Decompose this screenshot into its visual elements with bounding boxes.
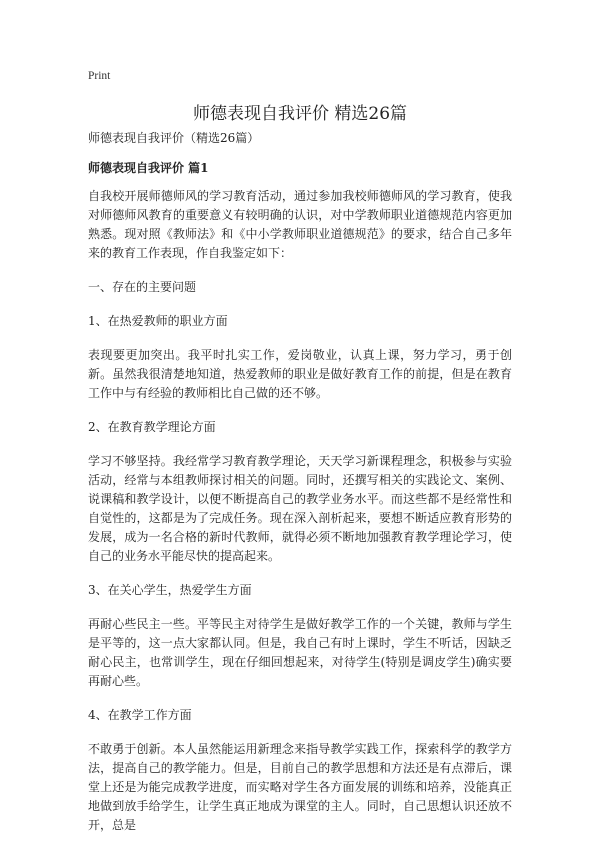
subheading-4: 4、在教学工作方面 — [88, 708, 192, 722]
subheading-1: 1、在热爱教师的职业方面 — [88, 314, 228, 328]
paragraph-3: 再耐心些民主一些。平等民主对待学生是做好教学工作的一个关键，教师与学生是平等的，这一点大家都认同。但是，我自己有时上课时，学生不听话，因缺乏耐心民主，也常训学生，现在仔细回想起来，对待学生(特别是调皮学生)确实要再耐心些。 — [88, 617, 512, 688]
document-subtitle: 师德表现自我评价（精选26篇） — [88, 131, 260, 145]
paragraph-2: 学习不够坚持。我经常学习教育教学理论，天天学习新课程理念，积极参与实验活动，经常与本组教师探讨相关的问题。同时，还撰写相关的实践论文、案例、说课稿和教学设计，以便不断提高自己的教学业务水平。而这些都不是经常性和自觉性的，这都是为了完成任务。现在深入剖析起来，要想不断适应教育形势的发展，成为一名合格的新时代教师，就得必须不断地加强教育教学理论学习，使自己的业务水平能尽快的提高起来。 — [88, 454, 512, 563]
paragraph-1: 表现要更加突出。我平时扎实工作，爱岗敬业，认真上课，努力学习，勇于创新。虽然我很清楚地知道，热爱教师的职业是做好教育工作的前提，但是在教育工作中与有经验的教师相比自己做的还不够。 — [88, 348, 512, 400]
subheading-3: 3、在关心学生，热爱学生方面 — [88, 583, 252, 597]
article-body — [88, 129, 512, 850]
part-heading: 一、存在的主要问题 — [88, 280, 197, 294]
print-link[interactable]: Print — [88, 70, 111, 82]
section-heading: 师德表现自我评价 篇1 — [88, 161, 209, 175]
subheading-2: 2、在教育教学理论方面 — [88, 420, 216, 434]
paragraph-4: 不敢勇于创新。本人虽然能运用新理念来指导教学实践工作，探索科学的教学方法，提高自己的教学能力。但是，目前自己的教学思想和方法还是有点滞后，课堂上还是为能完成教学进度，而实略对学生各方面发展的训练和培养，没能真正地做到放手给学生，让学生真正地成为课堂的主人。同时，自己思想认识还放不开，总是 — [88, 742, 512, 832]
page-title: 师德表现自我评价 精选26篇 — [192, 104, 408, 124]
intro-paragraph: 自我校开展师德师风的学习教育活动，通过参加我校师德师风的学习教育，使我对师德师风教育的重要意义有较明确的认识，对中学教师职业道德规范内容更加熟悉。现对照《教师法》和《中小学教师职业道德规范》的要求，结合自己多年来的教育工作表现，作自我鉴定如下： — [88, 189, 512, 260]
